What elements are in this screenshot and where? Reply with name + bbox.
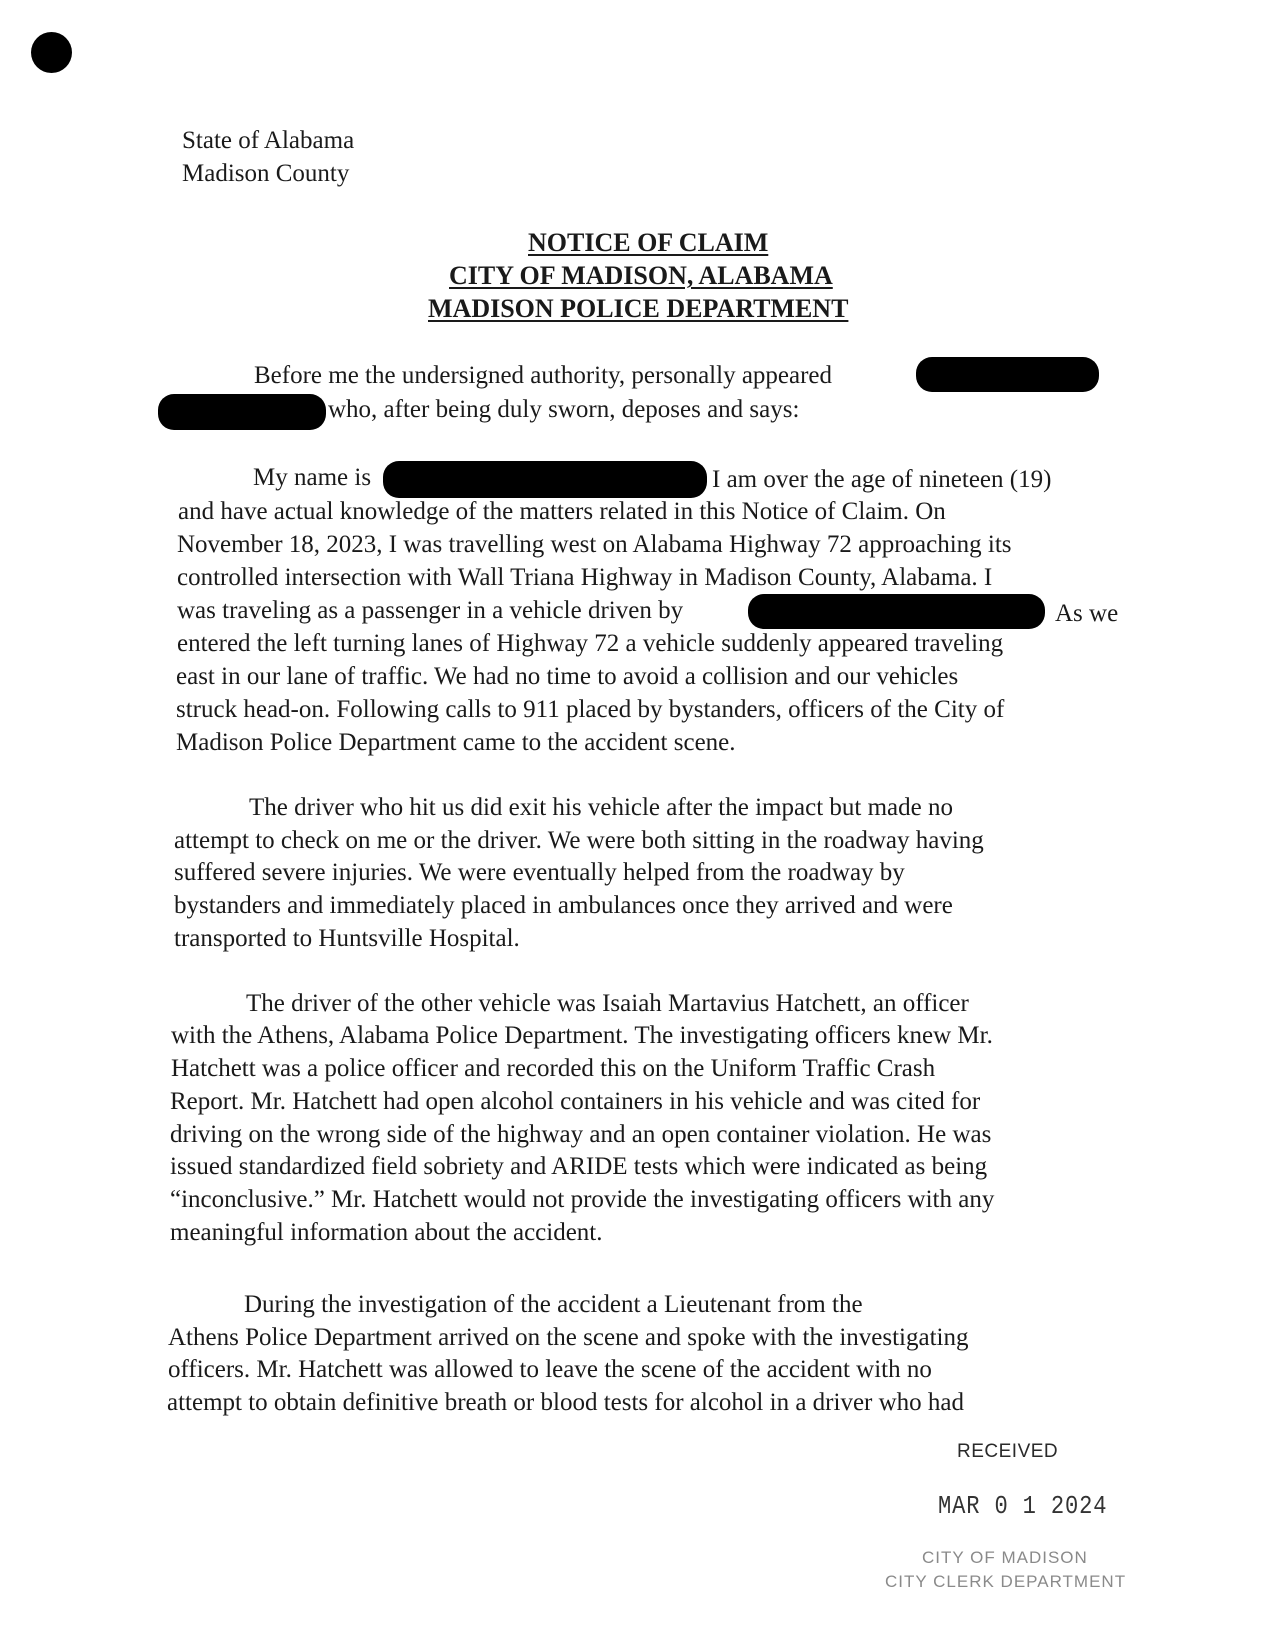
received-stamp-office-1: CITY OF MADISON xyxy=(922,1548,1088,1567)
para1-line-6: entered the left turning lanes of Highway 72 a vehicle suddenly appeared traveling xyxy=(177,630,1004,657)
para1-line-1a: My name is xyxy=(253,464,372,491)
para4-line-4: attempt to obtain definitive breath or blood tests for alcohol in a driver who had xyxy=(167,1389,965,1416)
title-notice-of-claim: NOTICE OF CLAIM xyxy=(528,228,769,257)
para1-line-5b: As we xyxy=(1055,600,1119,627)
para1-line-1b: I am over the age of nineteen (19) xyxy=(712,466,1052,493)
para2-line-4: bystanders and immediately placed in ambulances once they arrived and were xyxy=(174,892,953,919)
redaction-bar xyxy=(916,357,1099,392)
title-department: MADISON POLICE DEPARTMENT xyxy=(428,294,849,323)
para3-line-5: driving on the wrong side of the highway and an open container violation. He was xyxy=(170,1121,992,1148)
para3-line-2: with the Athens, Alabama Police Department. The investigating officers knew Mr. xyxy=(171,1022,993,1049)
para1-line-5a: was traveling as a passenger in a vehicle driven by xyxy=(177,597,684,624)
para1-line-2: and have actual knowledge of the matters related in this Notice of Claim. On xyxy=(178,498,946,525)
para2-line-3: suffered severe injuries. We were eventually helped from the roadway by xyxy=(174,859,905,886)
para4-line-1: During the investigation of the accident a Lieutenant from the xyxy=(244,1291,863,1318)
para2-line-5: transported to Huntsville Hospital. xyxy=(174,925,520,952)
para1-line-9: Madison Police Department came to the accident scene. xyxy=(176,729,736,756)
para3-line-7: “inconclusive.” Mr. Hatchett would not provide the investigating officers with any xyxy=(170,1186,995,1213)
para3-line-3: Hatchett was a police officer and recorded this on the Uniform Traffic Crash xyxy=(171,1055,936,1082)
received-stamp-label: RECEIVED xyxy=(957,1441,1059,1462)
state-line: State of Alabama xyxy=(182,127,355,154)
redaction-bar xyxy=(748,594,1045,629)
intro-line-1: Before me the undersigned authority, personally appeared xyxy=(254,362,833,389)
received-stamp-date: MAR 0 1 2024 xyxy=(938,1491,1108,1521)
para3-line-4: Report. Mr. Hatchett had open alcohol containers in his vehicle and was cited for xyxy=(170,1088,981,1115)
punch-hole-mark xyxy=(31,32,72,73)
para3-line-1: The driver of the other vehicle was Isaiah Martavius Hatchett, an officer xyxy=(246,990,969,1017)
para4-line-2: Athens Police Department arrived on the scene and spoke with the investigating xyxy=(168,1324,969,1351)
county-line: Madison County xyxy=(182,160,350,187)
para3-line-8: meaningful information about the accident. xyxy=(170,1219,603,1246)
para1-line-3: November 18, 2023, I was travelling west on Alabama Highway 72 approaching its xyxy=(177,531,1012,558)
para2-line-2: attempt to check on me or the driver. We were both sitting in the roadway having xyxy=(174,827,984,854)
para3-line-6: issued standardized field sobriety and ARIDE tests which were indicated as being xyxy=(170,1153,988,1180)
redaction-bar xyxy=(383,461,707,498)
redaction-bar xyxy=(158,394,326,430)
para1-line-7: east in our lane of traffic. We had no time to avoid a collision and our vehicles xyxy=(176,663,959,690)
para4-line-3: officers. Mr. Hatchett was allowed to leave the scene of the accident with no xyxy=(168,1356,932,1383)
intro-line-2: who, after being duly sworn, deposes and says: xyxy=(328,396,800,423)
title-city: CITY OF MADISON, ALABAMA xyxy=(449,261,833,290)
para2-line-1: The driver who hit us did exit his vehicle after the impact but made no xyxy=(249,794,953,821)
para1-line-4: controlled intersection with Wall Triana Highway in Madison County, Alabama. I xyxy=(177,564,993,591)
received-stamp-office-2: CITY CLERK DEPARTMENT xyxy=(885,1572,1127,1591)
para1-line-8: struck head-on. Following calls to 911 placed by bystanders, officers of the City of xyxy=(176,696,1005,723)
